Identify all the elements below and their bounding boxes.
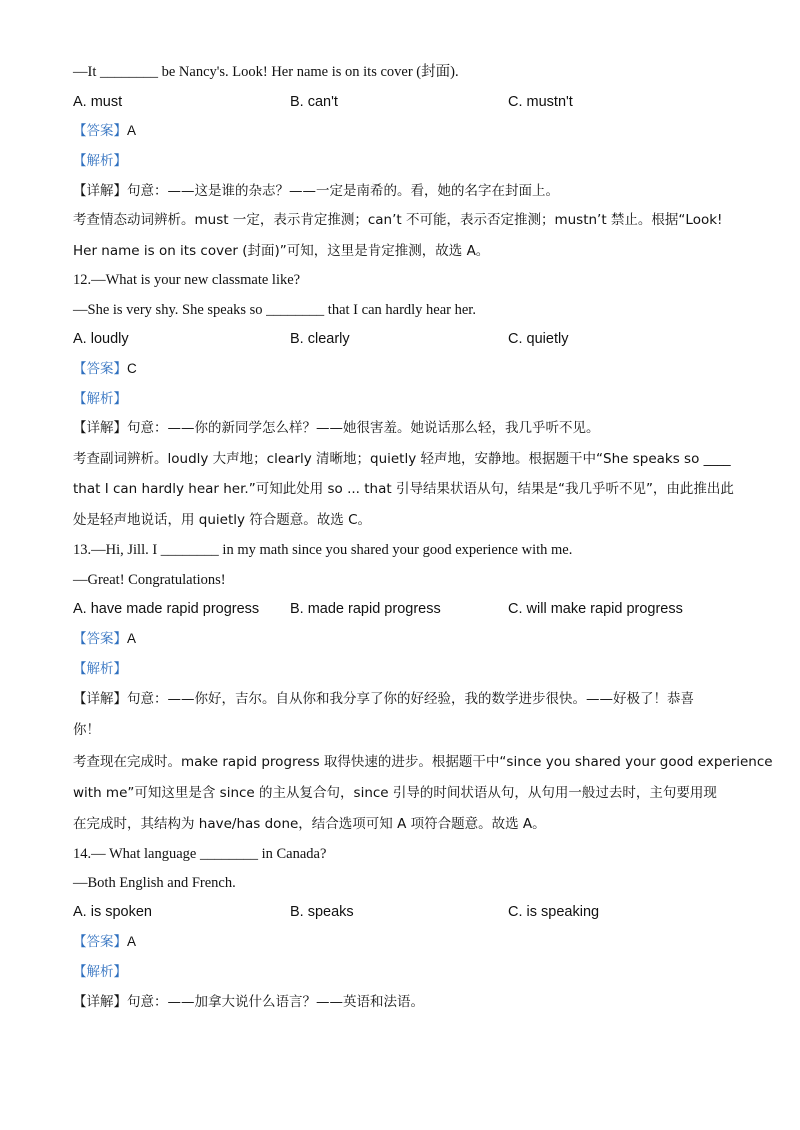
option-c: C. is speaking — [508, 904, 600, 920]
explain-line: Her name is on its cover (封面)”可知，这里是肯定推测，故选 A。 — [73, 243, 490, 259]
analysis-tag: 【解析】 — [73, 153, 127, 169]
detail-tag: 【详解】 — [73, 691, 127, 707]
detail-text: 句意：——这是谁的杂志？——一定是南希的。看，她的名字在封面上。 — [127, 183, 559, 199]
detail-line — [73, 181, 559, 201]
option-c: C. quietly — [508, 331, 569, 347]
option-c: C. will make rapid progress — [508, 601, 683, 617]
option-a: A. loudly — [73, 331, 129, 347]
analysis-tag: 【解析】 — [73, 391, 127, 407]
explain-line: 考查副词辨析。loudly 大声地；clearly 清晰地；quietly 轻声地，安静地。根据题干中“She speaks so ____ — [73, 451, 731, 467]
detail-continuation: 你！ — [73, 722, 100, 738]
detail-tag: 【详解】 — [73, 420, 127, 436]
detail-tag: 【详解】 — [73, 994, 127, 1010]
answer-line — [73, 629, 136, 649]
question-text: 14.— What language ________ in Canada? — [73, 846, 327, 862]
detail-line — [73, 418, 600, 438]
explain-line: 在完成时，其结构为 have/has done，结合选项可知 A 项符合题意。故选 A。 — [73, 816, 546, 832]
answer-tag: 【答案】 — [73, 934, 127, 950]
analysis-tag: 【解析】 — [73, 964, 127, 980]
question-text: 13.—Hi, Jill. I ________ in my math since you shared your good experience with me. — [73, 542, 573, 558]
answer-tag: 【答案】 — [73, 631, 127, 647]
answer-value: A — [127, 631, 137, 646]
option-c: C. mustn't — [508, 94, 573, 110]
answer-value: A — [127, 934, 137, 949]
detail-text: 句意：——加拿大说什么语言？——英语和法语。 — [127, 994, 424, 1010]
answer-value: A — [127, 123, 137, 138]
option-a: A. have made rapid progress — [73, 601, 260, 617]
explain-line: 考查现在完成时。make rapid progress 取得快速的进步。根据题干中“since you shared your good experience — [73, 754, 773, 770]
answer-line — [73, 121, 136, 141]
option-b: B. can't — [290, 94, 338, 110]
detail-tag: 【详解】 — [73, 183, 127, 199]
reply-text: —She is very shy. She speaks so ________ that I can hardly hear her. — [73, 302, 476, 318]
explain-line: that I can hardly hear her.”可知此处用 so ... that 引导结果状语从句，结果是“我几乎听不见”，由此推出此 — [73, 481, 734, 497]
question-text: —It ________ be Nancy's. Look! Her name is on its cover (封面). — [73, 64, 459, 80]
detail-line — [73, 992, 424, 1012]
explain-line: 考查情态动词辨析。must 一定，表示肯定推测；can’t 不可能，表示否定推测；mustn’t 禁止。根据“Look! — [73, 212, 723, 228]
answer-tag: 【答案】 — [73, 123, 127, 139]
detail-line — [73, 689, 694, 709]
option-b: B. made rapid progress — [290, 601, 441, 617]
answer-line — [73, 359, 137, 379]
answer-tag: 【答案】 — [73, 361, 127, 377]
explain-line: with me”可知这里是含 since 的主从复合句，since 引导的时间状语从句，从句用一般过去时，主句要用现 — [73, 785, 717, 801]
answer-value: C — [127, 361, 137, 376]
detail-text: 句意：——你好，吉尔。自从你和我分享了你的好经验，我的数学进步很快。——好极了！恭喜 — [127, 691, 694, 707]
analysis-tag: 【解析】 — [73, 661, 127, 677]
answer-line — [73, 932, 136, 952]
reply-text: —Great! Congratulations! — [73, 572, 226, 588]
option-b: B. speaks — [290, 904, 354, 920]
detail-text: 句意：——你的新同学怎么样？——她很害羞。她说话那么轻，我几乎听不见。 — [127, 420, 600, 436]
option-a: A. is spoken — [73, 904, 152, 920]
reply-text: —Both English and French. — [73, 875, 236, 891]
explain-line: 处是轻声地说话，用 quietly 符合题意。故选 C。 — [73, 512, 372, 528]
question-text: 12.—What is your new classmate like? — [73, 272, 301, 288]
option-a: A. must — [73, 94, 123, 110]
option-b: B. clearly — [290, 331, 350, 347]
